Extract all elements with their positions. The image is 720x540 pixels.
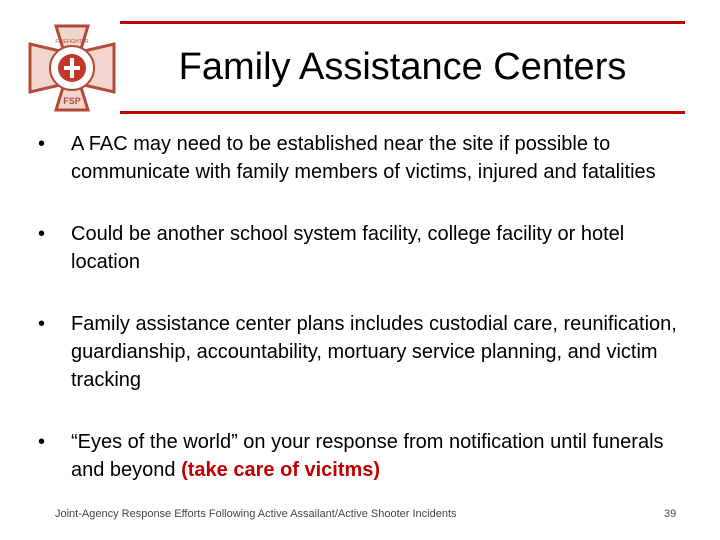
bullet-text: Could be another school system facility, college facility or hotel location [71, 223, 625, 273]
bullet-text: “Eyes of the world” on your response from notification until funerals and beyond [71, 431, 664, 481]
logo-top-text: FIREFIGHTER [55, 39, 89, 45]
footer-text: Joint-Agency Response Efforts Following Active Assailant/Active Shooter Incidents [55, 508, 457, 520]
page-number: 39 [664, 508, 677, 520]
bullet-item [38, 130, 688, 186]
logo-bottom-text: FSP [63, 96, 81, 106]
bullet-text: Family assistance center plans includes custodial care, reunification, guardianship, accountability, mortuary service planning, and victim tracking [71, 313, 677, 391]
maltese-cross-logo-icon [26, 22, 118, 114]
bullet-emphasis: (take care of vicitms) [181, 459, 381, 481]
bullet-item [38, 220, 688, 276]
bullet-item [38, 310, 688, 394]
slide-title: Family Assistance Centers [178, 46, 627, 88]
top-rule [120, 21, 685, 24]
bullet-text: A FAC may need to be established near the site if possible to communicate with family members of victims, injured and fatalities [71, 133, 656, 183]
bullet-list [38, 130, 688, 484]
bullet-item [38, 428, 688, 484]
bottom-rule [120, 111, 685, 114]
